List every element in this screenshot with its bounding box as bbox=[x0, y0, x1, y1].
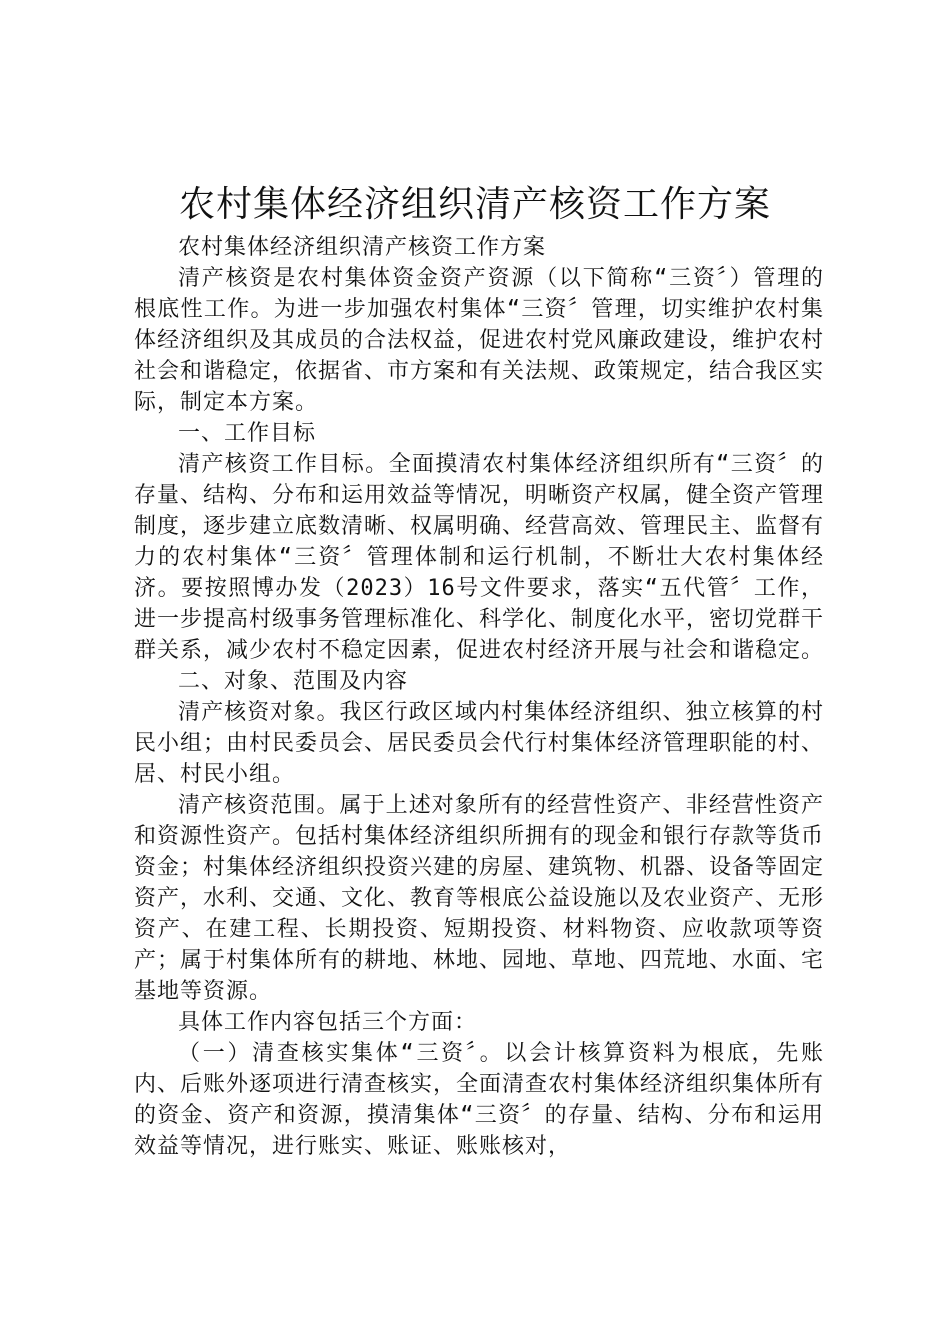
body-paragraph: 清产核资对象。我区行政区域内村集体经济组织、独立核算的村民小组；由村民委员会、居民委员会代行村集体经济管理职能的村、居、村民小组。 bbox=[134, 700, 825, 787]
document-title: 农村集体经济组织清产核资工作方案 bbox=[178, 184, 771, 225]
body-paragraph: 农村集体经济组织清产核资工作方案 bbox=[178, 235, 547, 260]
body-paragraph: 具体工作内容包括三个方面： bbox=[178, 1010, 478, 1035]
section-heading: 二、对象、范围及内容 bbox=[178, 669, 409, 694]
document-body bbox=[134, 232, 824, 1162]
body-paragraph: 清产核资范围。属于上述对象所有的经营性资产、非经营性资产和资源性资产。包括村集体经济组织所拥有的现金和银行存款等货币资金；村集体经济组织投资兴建的房屋、建筑物、机器、设备等固定资产，水利、交通、文化、教育等根底公益设施以及农业资产、无形资产、在建工程、长期投资、短期投资、材料物资、应收款项等资产；属于村集体所有的耕地、林地、园地、草地、四荒地、水面、宅基地等资源。 bbox=[134, 793, 825, 1004]
section-heading: 一、工作目标 bbox=[178, 421, 317, 446]
body-paragraph: 清产核资是农村集体资金资产资源（以下简称“三资〞）管理的根底性工作。为进一步加强农村集体“三资〞管理，切实维护农村集体经济组织及其成员的合法权益，促进农村党风廉政建设，维护农村社会和谐稳定，依据省、市方案和有关法规、政策规定，结合我区实际，制定本方案。 bbox=[134, 266, 825, 415]
body-paragraph: 清产核资工作目标。全面摸清农村集体经济组织所有“三资〞的存量、结构、分布和运用效益等情况，明晰资产权属，健全资产管理制度，逐步建立底数清晰、权属明确、经营高效、管理民主、监督有力的农村集体“三资〞管理体制和运行机制，不断壮大农村集体经济。要按照博办发（2023）16号文件要求，落实“五代管〞工作，进一步提高村级事务管理标准化、科学化、制度化水平，密切党群干群关系，减少农村不稳定因素，促进农村经济开展与社会和谐稳定。 bbox=[134, 452, 825, 663]
body-paragraph: （一）清查核实集体“三资〞。以会计核算资料为根底，先账内、后账外逐项进行清查核实，全面清查农村集体经济组织集体所有的资金、资产和资源，摸清集体“三资〞的存量、结构、分布和运用效益等情况，进行账实、账证、账账核对， bbox=[134, 1041, 825, 1159]
